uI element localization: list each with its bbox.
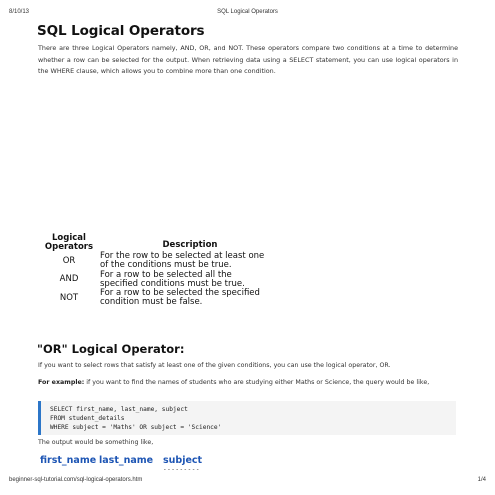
page-footer: [9, 477, 486, 487]
description-cell: For a row to be selected the specified condition must be false.: [100, 288, 260, 308]
result-column-first-name: first_name: [40, 455, 97, 466]
print-date: 8/10/13: [9, 9, 30, 15]
header-logical-operators: Logical Operators: [44, 233, 94, 252]
or-operator-description: If you want to select rows that satisfy at least one of the given conditions, you can use the logical operator, OR.: [38, 362, 391, 369]
output-intro: The output would be something like,: [38, 439, 154, 446]
result-column-last-name: last_name: [99, 455, 154, 466]
example-text: if you want to find the names of students who are studying either Maths or Science, the query would be like,: [84, 379, 430, 386]
operator-cell: AND: [59, 274, 79, 285]
operator-cell: OR: [62, 255, 76, 266]
operators-table: [38, 234, 270, 308]
code-line: SELECT first_name, last_name, subject: [50, 406, 188, 413]
page-number: 1/4: [477, 477, 486, 483]
intro-paragraph: There are three Logical Operators namely, AND, OR, and NOT. These operators compare two conditions at a time to determine whether a row can be selected for the output. When retrieving data using a SELECT statement, you can use logical operators in the WHERE clause, which allows you to combine more than one condition.: [38, 44, 458, 75]
description-cell: For the row to be selected at least one of the conditions must be true.: [100, 251, 265, 271]
header-description: Description: [162, 240, 218, 250]
or-operator-heading: "OR" Logical Operator:: [37, 342, 185, 356]
page-title: SQL Logical Operators: [37, 23, 205, 39]
print-title: SQL Logical Operators: [217, 9, 278, 15]
example-paragraph: [38, 377, 463, 388]
page-header: [9, 9, 486, 19]
result-separator: ---------: [163, 466, 201, 473]
table-row: [38, 289, 270, 308]
table-row: [38, 271, 270, 290]
example-label: For example:: [38, 379, 85, 386]
operator-cell: NOT: [59, 292, 79, 303]
description-cell: For a row to be selected all the specified conditions must be true.: [100, 269, 245, 289]
code-block: [38, 401, 456, 435]
result-column-subject: subject: [163, 455, 203, 466]
print-url: beginner-sql-tutorial.com/sql-logical-operators.htm: [9, 477, 143, 483]
code-line: FROM student_details: [50, 415, 125, 422]
code-line: WHERE subject = 'Maths' OR subject = 'Science': [50, 424, 222, 431]
table-header-row: [38, 234, 270, 252]
table-row: [38, 252, 270, 271]
